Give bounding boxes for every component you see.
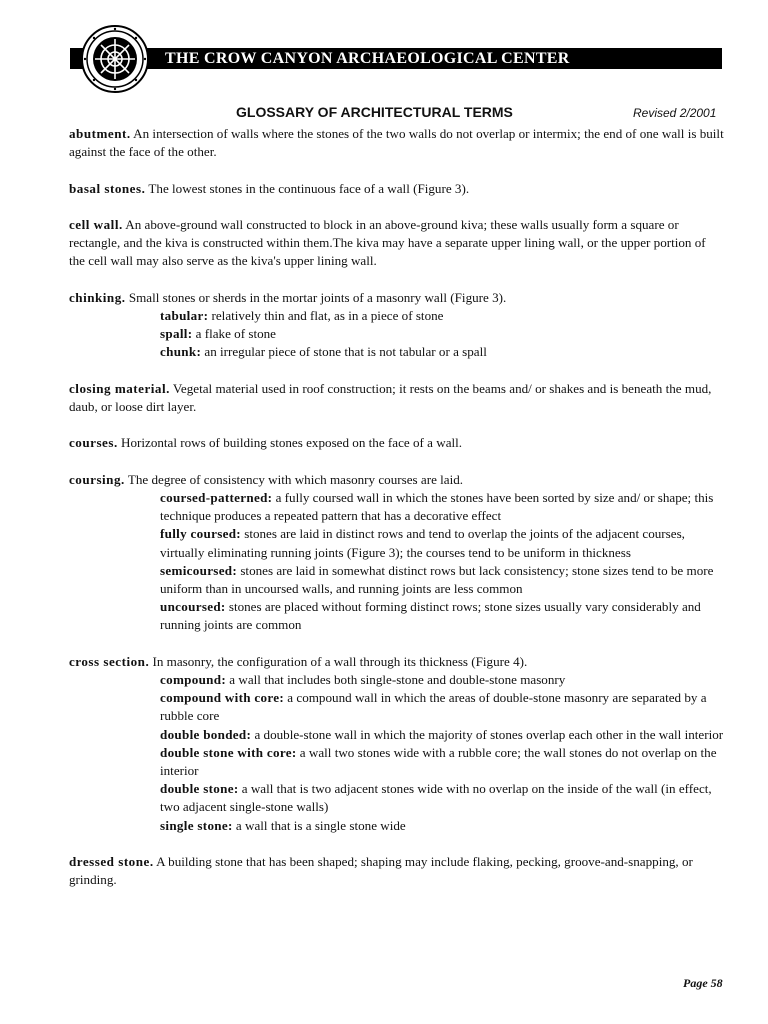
glossary-entry [69,380,724,416]
entry-text [69,853,724,889]
glossary-term: dressed stone. [69,854,154,869]
sub-definition: a wall two stones wide with a rubble core; the wall stones do not overlap on the interior [160,744,717,778]
sub-entry [160,307,724,325]
glossary-term: closing material. [69,380,170,396]
sub-term: compound: [160,671,227,687]
sub-entry [160,817,724,835]
entry-text [69,380,724,416]
document-title: GLOSSARY OF ARCHITECTURAL TERMS [236,104,513,120]
glossary-definition: Vegetal material used in roof construction; it rests on the beams and/ or shakes and is beneath the mud, daub, or loose dirt layer. [69,380,712,414]
sub-entry [160,726,724,744]
sub-definition: stones are placed without forming distinct rows; stone sizes usually vary considerably and running joints are common [160,599,701,633]
entry-text [69,289,724,307]
glossary-term: abutment. [69,126,131,141]
glossary-definition: An intersection of walls where the stones of the two walls do not overlap or intermix; the end of one wall is built against the face of the other. [69,126,724,160]
sub-term: single stone: [160,817,233,833]
sub-entry [160,489,724,525]
sub-term: compound with core: [160,690,285,706]
sub-definition: relatively thin and flat, as in a piece of stone [208,307,444,323]
glossary-term: coursing. [69,471,125,487]
glossary-definition: Horizontal rows of building stones exposed on the face of a wall. [117,435,463,451]
glossary-entry [69,289,724,362]
entry-text [69,125,724,161]
sub-definition: a wall that includes both single-stone and double-stone masonry [226,671,566,687]
sub-entry [160,525,724,561]
sub-term: chunk: [160,344,202,360]
sub-definition: a double-stone wall in which the majority of stones overlap each other in the wall interior [251,726,724,742]
sub-term: spall: [160,326,193,342]
sub-definition: a wall that is two adjacent stones wide with no overlap on the inside of the wall (in effect, two adjacent single-stone walls) [160,781,712,815]
glossary-entry [69,125,724,161]
glossary-definition: The degree of consistency with which masonry courses are laid. [124,471,464,487]
organization-name: THE CROW CANYON ARCHAEOLOGICAL CENTER [165,50,570,67]
glossary-term: basal stones. [69,180,146,196]
glossary-definition: Small stones or sherds in the mortar joints of a masonry wall (Figure 3). [125,289,507,305]
sub-entry [160,671,724,689]
page-number: Page 58 [683,976,723,990]
entry-text [69,471,724,489]
glossary-entry [69,853,724,889]
sub-term: double bonded: [160,726,252,742]
glossary-entry [69,216,724,271]
sub-term: coursed-patterned: [160,489,273,505]
entry-text [69,653,724,671]
sub-definition: a fully coursed wall in which the stones have been sorted by size and/ or shape; this technique produces a repeated pattern that has a decorative effect [160,489,714,524]
sub-definition: a flake of stone [192,326,276,342]
sub-entry [160,562,724,598]
sub-definition: a wall that is a single stone wide [232,817,406,833]
crow-canyon-seal-icon [80,24,150,94]
glossary-entry [69,434,724,452]
sub-definition: an irregular piece of stone that is not tabular or a spall [201,344,487,360]
glossary-term: chinking. [69,289,126,305]
sub-term: uncoursed: [160,599,226,615]
revision-date: Revised 2/2001 [633,106,717,120]
entry-text [69,180,724,198]
entry-text [69,434,724,452]
sub-entry [160,780,724,816]
glossary-entry [69,653,724,835]
sub-term: double stone with core: [160,744,297,760]
glossary-term: cell wall. [69,216,123,232]
sub-definition: a compound wall in which the areas of double-stone masonry are separated by a rubble core [160,690,707,724]
sub-entry [160,343,724,361]
sub-entry [160,744,724,780]
glossary-term: cross section. [69,653,150,669]
sub-term: double stone: [160,781,239,797]
sub-term: fully coursed: [160,526,241,542]
sub-entry [160,598,724,634]
glossary-term: courses. [69,435,118,451]
entry-text [69,216,724,271]
glossary-definition: An above-ground wall constructed to block in an above-ground kiva; these walls usually form a square or rectangle, and the kiva is constructed within them.The kiva may have a separate upper lining wall, or the upper portion of the cell wall may also serve as the kiva's upper lining wall. [69,216,706,269]
sub-definition: stones are laid in somewhat distinct rows but lack consistency; stone sizes tend to be more uniform than in uncoursed walls, and running joints are less common [160,562,714,596]
glossary-definition: The lowest stones in the continuous face of a wall (Figure 3). [145,180,470,196]
sub-definition: stones are laid in distinct rows and tend to overlap the joints of the adjacent courses, virtually eliminating running joints (Figure 3); the courses tend to be uniform in thickness [160,526,685,560]
sub-entry [160,689,724,725]
sub-entry [160,325,724,343]
glossary-definition: A building stone that has been shaped; shaping may include flaking, pecking, groove-and-snapping, or grinding. [69,854,693,888]
glossary-definition: In masonry, the configuration of a wall through its thickness (Figure 4). [149,653,528,669]
glossary-entry [69,471,724,635]
sub-term: semicoursed: [160,562,238,578]
glossary-entry [69,180,724,198]
glossary-body [69,125,724,908]
sub-term: tabular: [160,307,209,323]
